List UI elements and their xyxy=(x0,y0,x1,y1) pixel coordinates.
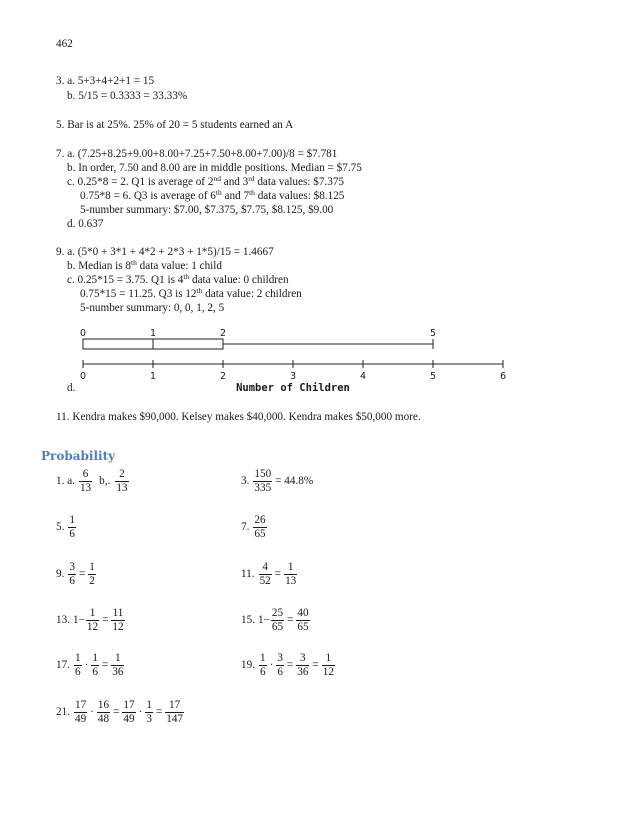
prob-answer-9: 9. $\frac{3}{6}$ = $\frac{1}{2}$ xyxy=(56,560,95,587)
box-plot-axis-tick-label: 3 xyxy=(289,371,297,382)
answer-7c-line3: 5-number summary: $7.00, $7.375, $7.75, $8.125, $9.00 xyxy=(80,204,334,216)
fraction: $\frac{3}{36}$ xyxy=(297,651,309,678)
fraction: $\frac{1}{6}$ xyxy=(74,651,81,678)
answer-7b: b. In order, 7.50 and 8.00 are in middle positions. Median = $7.75 xyxy=(67,162,362,174)
fraction: $\frac{1}{6}$ xyxy=(69,513,75,540)
fraction: $\frac{17}{49}$ xyxy=(123,698,135,725)
prob-answer-17: 17. $\frac{1}{6}$ · $\frac{1}{6}$ = $\frac{1}{36}$ xyxy=(56,651,124,678)
fraction: $\frac{2}{13}$ xyxy=(116,467,128,494)
fraction: $\frac{1}{36}$ xyxy=(112,651,124,678)
prob-answer-11: 11. $\frac{4}{52}$ = $\frac{1}{13}$ xyxy=(241,560,297,587)
page-number: 462 xyxy=(56,38,73,50)
box-plot-value-labels xyxy=(80,328,436,339)
box-plot-axis-tick-label: 5 xyxy=(429,371,437,382)
fraction: $\frac{17}{147}$ xyxy=(166,698,184,725)
fraction: $\frac{6}{13}$ xyxy=(79,467,92,494)
box-plot-axis-tick-label: 4 xyxy=(359,371,367,382)
answer-9d: d. xyxy=(67,382,76,394)
answer-9c-line2: 0.75*15 = 11.25. Q3 is 12th data value: 2 children xyxy=(80,286,302,300)
box-plot-axis-title: Number of Children xyxy=(236,382,350,394)
fraction: $\frac{1}{12}$ xyxy=(322,651,334,678)
fraction: $\frac{1}{6}$ xyxy=(259,651,266,678)
prob-answer-21: 21. $\frac{17}{49}$ · $\frac{16}{48}$ = $\frac{17}{49}$ · $\frac{1}{3}$ = $\frac{17}{147}$ xyxy=(56,698,184,725)
section-heading-probability: Probability xyxy=(41,449,116,463)
fraction: $\frac{25}{65}$ xyxy=(271,606,284,633)
box-plot-value-label: 2 xyxy=(219,328,227,339)
fraction: $\frac{40}{65}$ xyxy=(297,606,309,633)
prob-answer-1: 1. a. $\frac{6}{13}$ b,. $\frac{2}{13}$ xyxy=(56,467,128,494)
box-plot-axis-tick-label: 2 xyxy=(219,371,227,382)
answer-5: 5. Bar is at 25%. 25% of 20 = 5 students earned an A xyxy=(56,119,294,131)
answer-7c-line1: c. 0.25*8 = 2. Q1 is average of 2nd and 3rd data values: $7.375 xyxy=(67,174,345,188)
box-plot-axis-tick-label: 6 xyxy=(499,371,507,382)
fraction: $\frac{1}{2}$ xyxy=(89,560,95,587)
answer-7a: 7. a. (7.25+8.25+9.00+8.00+7.25+7.50+8.00+7.00)/8 = $7.781 xyxy=(56,148,338,160)
prob-answer-3: 3. $\frac{150}{335}$ = 44.8% xyxy=(241,467,314,494)
answer-3b: b. 5/15 = 0.3333 = 33.33% xyxy=(67,90,188,102)
answer-9c-line1: c. 0.25*15 = 3.75. Q1 is 4th data value: 0 children xyxy=(67,272,289,286)
answer-11: 11. Kendra makes $90,000. Kelsey makes $40,000. Kendra makes $50,000 more. xyxy=(56,411,421,423)
fraction: $\frac{3}{6}$ xyxy=(277,651,283,678)
prob-answer-15: 15. 1− $\frac{25}{65}$ = $\frac{40}{65}$ xyxy=(241,606,309,633)
answer-7d: d. 0.637 xyxy=(67,218,104,230)
box-plot-value-label: 0 xyxy=(79,328,87,339)
prob-answer-5: 5. $\frac{1}{6}$ xyxy=(56,513,75,540)
fraction: $\frac{17}{49}$ xyxy=(74,698,87,725)
fraction: $\frac{3}{6}$ xyxy=(69,560,75,587)
fraction: $\frac{1}{12}$ xyxy=(86,606,99,633)
fraction: $\frac{16}{48}$ xyxy=(97,698,110,725)
fraction: $\frac{26}{65}$ xyxy=(254,513,266,540)
box-plot-value-label: 1 xyxy=(149,328,157,339)
answer-3a: 3. a. 5+3+4+2+1 = 15 xyxy=(56,75,155,87)
box-plot-axis-tick-label: 0 xyxy=(79,371,87,382)
fraction: $\frac{4}{52}$ xyxy=(259,560,271,587)
box-plot-value-label: 5 xyxy=(429,328,437,339)
fraction: $\frac{1}{6}$ xyxy=(92,651,98,678)
box-plot xyxy=(0,320,630,400)
fraction: $\frac{11}{12}$ xyxy=(112,606,124,633)
fraction: $\frac{150}{335}$ xyxy=(254,467,272,494)
box-plot-axis xyxy=(80,360,506,382)
prob-answer-13: 13. 1− $\frac{1}{12}$ = $\frac{11}{12}$ xyxy=(56,606,124,633)
fraction: $\frac{1}{3}$ xyxy=(146,698,152,725)
answer-9a: 9. a. (5*0 + 3*1 + 4*2 + 2*3 + 1*5)/15 = 1.4667 xyxy=(56,246,274,258)
prob-answer-7: 7. $\frac{26}{65}$ xyxy=(241,513,266,540)
answer-7c-line2: 0.75*8 = 6. Q3 is average of 6th and 7th data values: $8.125 xyxy=(80,188,345,202)
fraction: $\frac{1}{13}$ xyxy=(285,560,297,587)
box-plot-box xyxy=(83,339,433,349)
answer-9c-line3: 5-number summary: 0, 0, 1, 2, 5 xyxy=(80,302,225,314)
prob-answer-19: 19. $\frac{1}{6}$ · $\frac{3}{6}$ = $\frac{3}{36}$ = $\frac{1}{12}$ xyxy=(241,651,334,678)
answer-9b: b. Median is 8th data value: 1 child xyxy=(67,258,222,272)
box-plot-axis-tick-label: 1 xyxy=(149,371,157,382)
